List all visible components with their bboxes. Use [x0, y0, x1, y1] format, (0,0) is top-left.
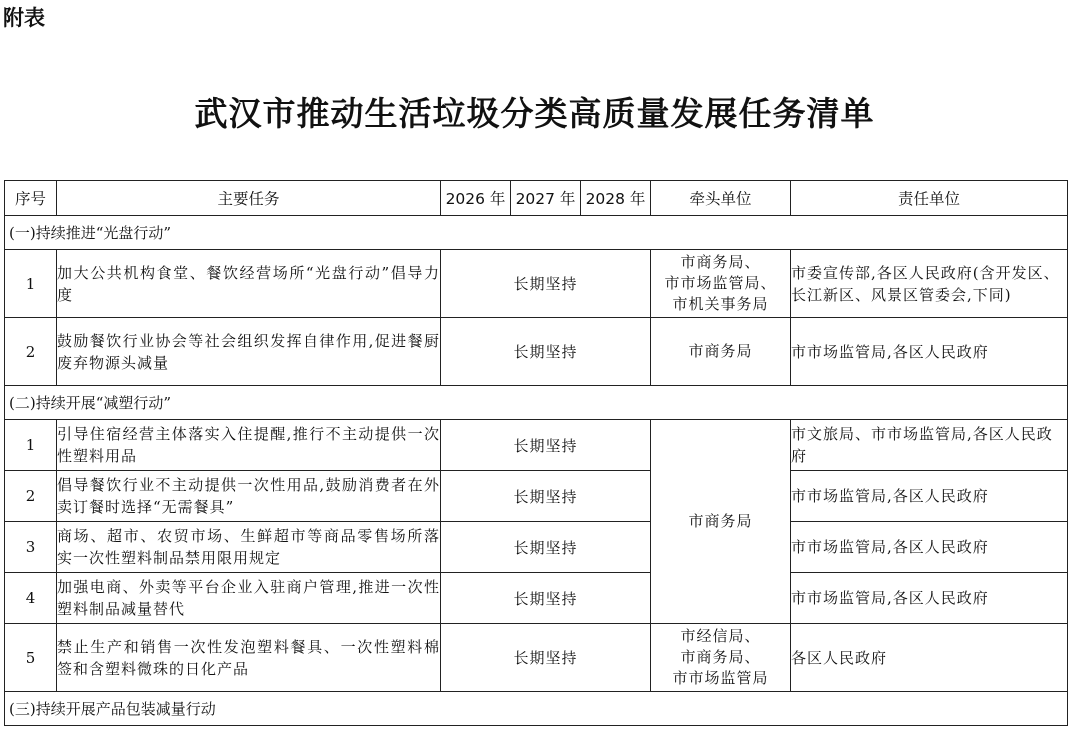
lead-unit-text: 市经信局、 市商务局、 市市场监管局 [672, 627, 769, 687]
header-number: 序号 [5, 181, 57, 216]
document-title: 武汉市推动生活垃圾分类高质量发展任务清单 [194, 94, 875, 133]
section-title: (二)持续开展“减塑行动” [5, 386, 1068, 420]
row-task: 倡导餐饮行业不主动提供一次性用品,鼓励消费者在外卖订餐时选择“无需餐具” [57, 471, 441, 522]
header-main-task: 主要任务 [57, 181, 441, 216]
row-responsible-unit: 市市场监管局,各区人民政府 [791, 522, 1068, 573]
section-row [5, 692, 1068, 726]
row-lead-unit: 市商务局 [651, 318, 791, 386]
row-lead-unit [651, 624, 791, 692]
task-table [4, 180, 1068, 726]
header-year-2028: 2028 年 [581, 181, 651, 216]
row-responsible-unit: 市文旅局、市市场监管局,各区人民政府 [791, 420, 1068, 471]
row-number: 2 [5, 471, 57, 522]
row-number: 1 [5, 250, 57, 318]
row-task: 鼓励餐饮行业协会等社会组织发挥自律作用,促进餐厨废弃物源头减量 [57, 318, 441, 386]
lead-unit-text: 市商务局、 市市场监管局、 市机关事务局 [664, 253, 777, 313]
row-responsible-unit: 市市场监管局,各区人民政府 [791, 573, 1068, 624]
section-row [5, 216, 1068, 250]
row-lead-unit: 市商务局 [651, 420, 791, 624]
header-year-2027: 2027 年 [511, 181, 581, 216]
row-number: 5 [5, 624, 57, 692]
row-task: 加强电商、外卖等平台企业入驻商户管理,推进一次性塑料制品减量替代 [57, 573, 441, 624]
row-schedule: 长期坚持 [441, 624, 651, 692]
row-number: 1 [5, 420, 57, 471]
row-task: 加大公共机构食堂、餐饮经营场所“光盘行动”倡导力度 [57, 250, 441, 318]
row-number: 4 [5, 573, 57, 624]
row-number: 2 [5, 318, 57, 386]
header-year-2026: 2026 年 [441, 181, 511, 216]
row-responsible-unit: 市委宣传部,各区人民政府(含开发区、长江新区、风景区管委会,下同) [791, 250, 1068, 318]
table-row [5, 522, 1068, 573]
row-responsible-unit: 市市场监管局,各区人民政府 [791, 471, 1068, 522]
row-responsible-unit: 市市场监管局,各区人民政府 [791, 318, 1068, 386]
table-row [5, 250, 1068, 318]
row-task: 商场、超市、农贸市场、生鲜超市等商品零售场所落实一次性塑料制品禁用限用规定 [57, 522, 441, 573]
table-row [5, 420, 1068, 471]
appendix-label: 附表 [3, 6, 45, 30]
table-row [5, 471, 1068, 522]
section-title: (一)持续推进“光盘行动” [5, 216, 1068, 250]
row-schedule: 长期坚持 [441, 471, 651, 522]
section-row [5, 386, 1068, 420]
row-lead-unit [651, 250, 791, 318]
table-row [5, 318, 1068, 386]
row-schedule: 长期坚持 [441, 522, 651, 573]
row-schedule: 长期坚持 [441, 250, 651, 318]
row-responsible-unit: 各区人民政府 [791, 624, 1068, 692]
row-number: 3 [5, 522, 57, 573]
row-task: 禁止生产和销售一次性发泡塑料餐具、一次性塑料棉签和含塑料微珠的日化产品 [57, 624, 441, 692]
header-responsible-unit: 责任单位 [791, 181, 1068, 216]
row-schedule: 长期坚持 [441, 318, 651, 386]
table-header-row [5, 181, 1068, 216]
section-title: (三)持续开展产品包装减量行动 [5, 692, 1068, 726]
table-row [5, 573, 1068, 624]
row-schedule: 长期坚持 [441, 573, 651, 624]
row-schedule: 长期坚持 [441, 420, 651, 471]
header-lead-unit: 牵头单位 [651, 181, 791, 216]
table-row [5, 624, 1068, 692]
row-task: 引导住宿经营主体落实入住提醒,推行不主动提供一次性塑料用品 [57, 420, 441, 471]
